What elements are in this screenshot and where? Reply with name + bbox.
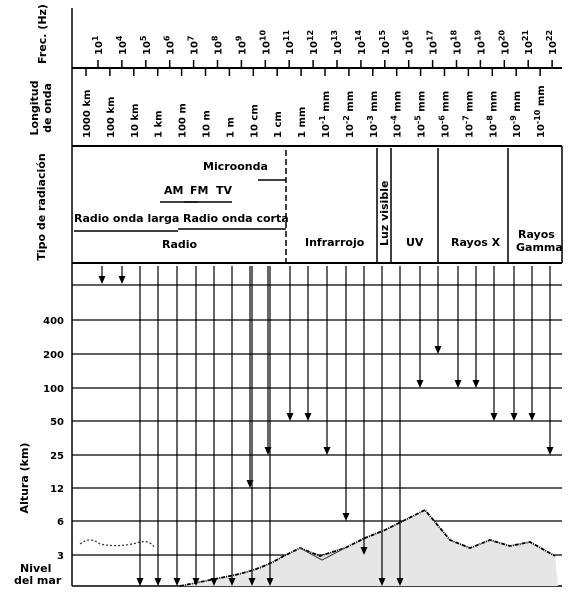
penetration-arrow bbox=[435, 266, 442, 354]
wavelength-label: 100 m bbox=[177, 103, 189, 138]
wavelength-label: 1 km bbox=[153, 110, 165, 138]
penetration-arrow bbox=[155, 266, 162, 586]
wavelength-label: $10^{-2}$ mm bbox=[341, 90, 356, 138]
wavelength-label: 10 km bbox=[129, 103, 141, 138]
frequency-label: $10^{18}$ bbox=[449, 29, 464, 55]
altitude-tick-label: 400 bbox=[43, 316, 64, 327]
altitude-tick-label: 12 bbox=[50, 484, 64, 495]
frequency-scale bbox=[91, 30, 559, 68]
altitude-tick-label: 100 bbox=[43, 384, 64, 395]
altitude-tick-label: 6 bbox=[57, 517, 64, 528]
penetration-arrow bbox=[529, 266, 536, 421]
wavelength-label: 1 cm bbox=[273, 111, 285, 138]
wavelength-label: 1000 km bbox=[82, 89, 93, 138]
am-label: AM bbox=[164, 184, 184, 197]
wavelength-label: 10 cm bbox=[249, 104, 261, 138]
wavelength-label: $10^{-8}$ mm bbox=[485, 90, 500, 138]
fm-label: FM bbox=[190, 184, 209, 197]
wavelength-label: $10^{-7}$ mm bbox=[461, 90, 476, 138]
penetration-arrow bbox=[324, 266, 331, 455]
penetration-arrow bbox=[211, 266, 218, 586]
frequency-label: $10^8$ bbox=[210, 35, 225, 55]
frequency-label: $10^{11}$ bbox=[282, 29, 297, 55]
frequency-label: $10^{19}$ bbox=[473, 29, 488, 55]
frequency-label: $10^7$ bbox=[186, 35, 201, 55]
frequency-label: $10^{10}$ bbox=[258, 29, 273, 55]
visible-light-label: Luz visible bbox=[378, 180, 391, 246]
frequency-label: $10^5$ bbox=[138, 35, 153, 55]
wavelength-row-label-line2: de onda bbox=[41, 83, 54, 133]
penetration-arrow bbox=[417, 266, 424, 388]
radiation-type-band bbox=[74, 148, 563, 263]
altitude-tick-label: 50 bbox=[50, 417, 64, 428]
altitude-axis-label: Altura (km) bbox=[18, 442, 31, 514]
frequency-label: $10^{12}$ bbox=[306, 29, 321, 55]
penetration-arrow bbox=[229, 266, 236, 586]
penetration-arrow bbox=[473, 266, 480, 388]
frequency-label: $10^1$ bbox=[91, 35, 105, 55]
sea-level-label-line2: del mar bbox=[14, 574, 62, 587]
altitude-tick-label: 3 bbox=[57, 551, 64, 562]
wavelength-scale bbox=[82, 68, 547, 138]
altitude-tick-label: 200 bbox=[43, 350, 64, 361]
radiation-type-row-label: Tipo de radiación bbox=[35, 153, 48, 261]
uv-label: UV bbox=[406, 236, 424, 249]
altitude-grid bbox=[43, 285, 562, 586]
frequency-label: $10^{16}$ bbox=[401, 29, 416, 55]
penetration-arrow bbox=[287, 266, 294, 421]
frequency-label: $10^{22}$ bbox=[545, 29, 560, 55]
penetration-arrows bbox=[99, 266, 554, 586]
wavelength-label: $10^{-9}$ mm bbox=[509, 90, 524, 138]
wavelength-label: $10^{-10}$ mm bbox=[533, 85, 548, 138]
penetration-arrow bbox=[491, 266, 498, 421]
penetration-arrow bbox=[547, 266, 554, 455]
wavelength-label: 1 m bbox=[225, 117, 237, 138]
altitude-tick-label: 25 bbox=[50, 451, 64, 462]
penetration-arrow bbox=[305, 266, 312, 421]
frequency-label: $10^{17}$ bbox=[425, 29, 440, 55]
penetration-arrow bbox=[193, 266, 200, 586]
microwave-label: Microonda bbox=[203, 160, 268, 173]
wavelength-label: 10 m bbox=[201, 110, 213, 138]
tv-label: TV bbox=[216, 184, 233, 197]
frequency-label: $10^{20}$ bbox=[497, 29, 512, 55]
short-wave-label: Radio onda corta bbox=[183, 212, 289, 225]
frequency-label: $10^{13}$ bbox=[330, 29, 344, 55]
radio-label: Radio bbox=[162, 238, 198, 251]
penetration-arrow bbox=[137, 266, 144, 586]
frequency-label: $10^9$ bbox=[234, 35, 249, 55]
frequency-label: $10^4$ bbox=[114, 35, 129, 55]
long-wave-label: Radio onda larga bbox=[74, 212, 180, 225]
penetration-arrow bbox=[455, 266, 462, 388]
penetration-arrow bbox=[119, 266, 126, 284]
wavelength-label: $10^{-6}$ mm bbox=[437, 90, 452, 138]
penetration-arrow bbox=[511, 266, 518, 421]
penetration-arrow bbox=[343, 266, 350, 521]
gamma-label-line1: Rayos bbox=[518, 228, 555, 241]
frequency-label: $10^{21}$ bbox=[521, 29, 536, 55]
wavelength-label: $10^{-1}$ mm bbox=[318, 90, 332, 138]
wavelength-label: 1 mm bbox=[297, 106, 309, 138]
frequency-row-label: Frec. (Hz) bbox=[36, 4, 49, 64]
gamma-label-line2: Gamma bbox=[516, 241, 563, 254]
frequency-label: $10^{14}$ bbox=[353, 29, 368, 55]
wavelength-row-label-line1: Longitud bbox=[28, 80, 41, 136]
frequency-label: $10^{15}$ bbox=[377, 29, 392, 55]
wavelength-label: 100 km bbox=[105, 96, 117, 138]
wavelength-label: $10^{-5}$ mm bbox=[413, 90, 428, 138]
penetration-arrow bbox=[174, 266, 181, 586]
penetration-arrow bbox=[361, 266, 368, 555]
wavelength-label: $10^{-4}$ mm bbox=[389, 90, 404, 138]
infrared-label: Infrarrojo bbox=[305, 236, 365, 249]
wavelength-label: $10^{-3}$ mm bbox=[365, 90, 380, 138]
xray-label: Rayos X bbox=[451, 236, 501, 249]
frequency-label: $10^6$ bbox=[162, 35, 177, 55]
penetration-arrow bbox=[99, 266, 106, 284]
sea-level-label-line1: Nivel bbox=[20, 562, 52, 575]
